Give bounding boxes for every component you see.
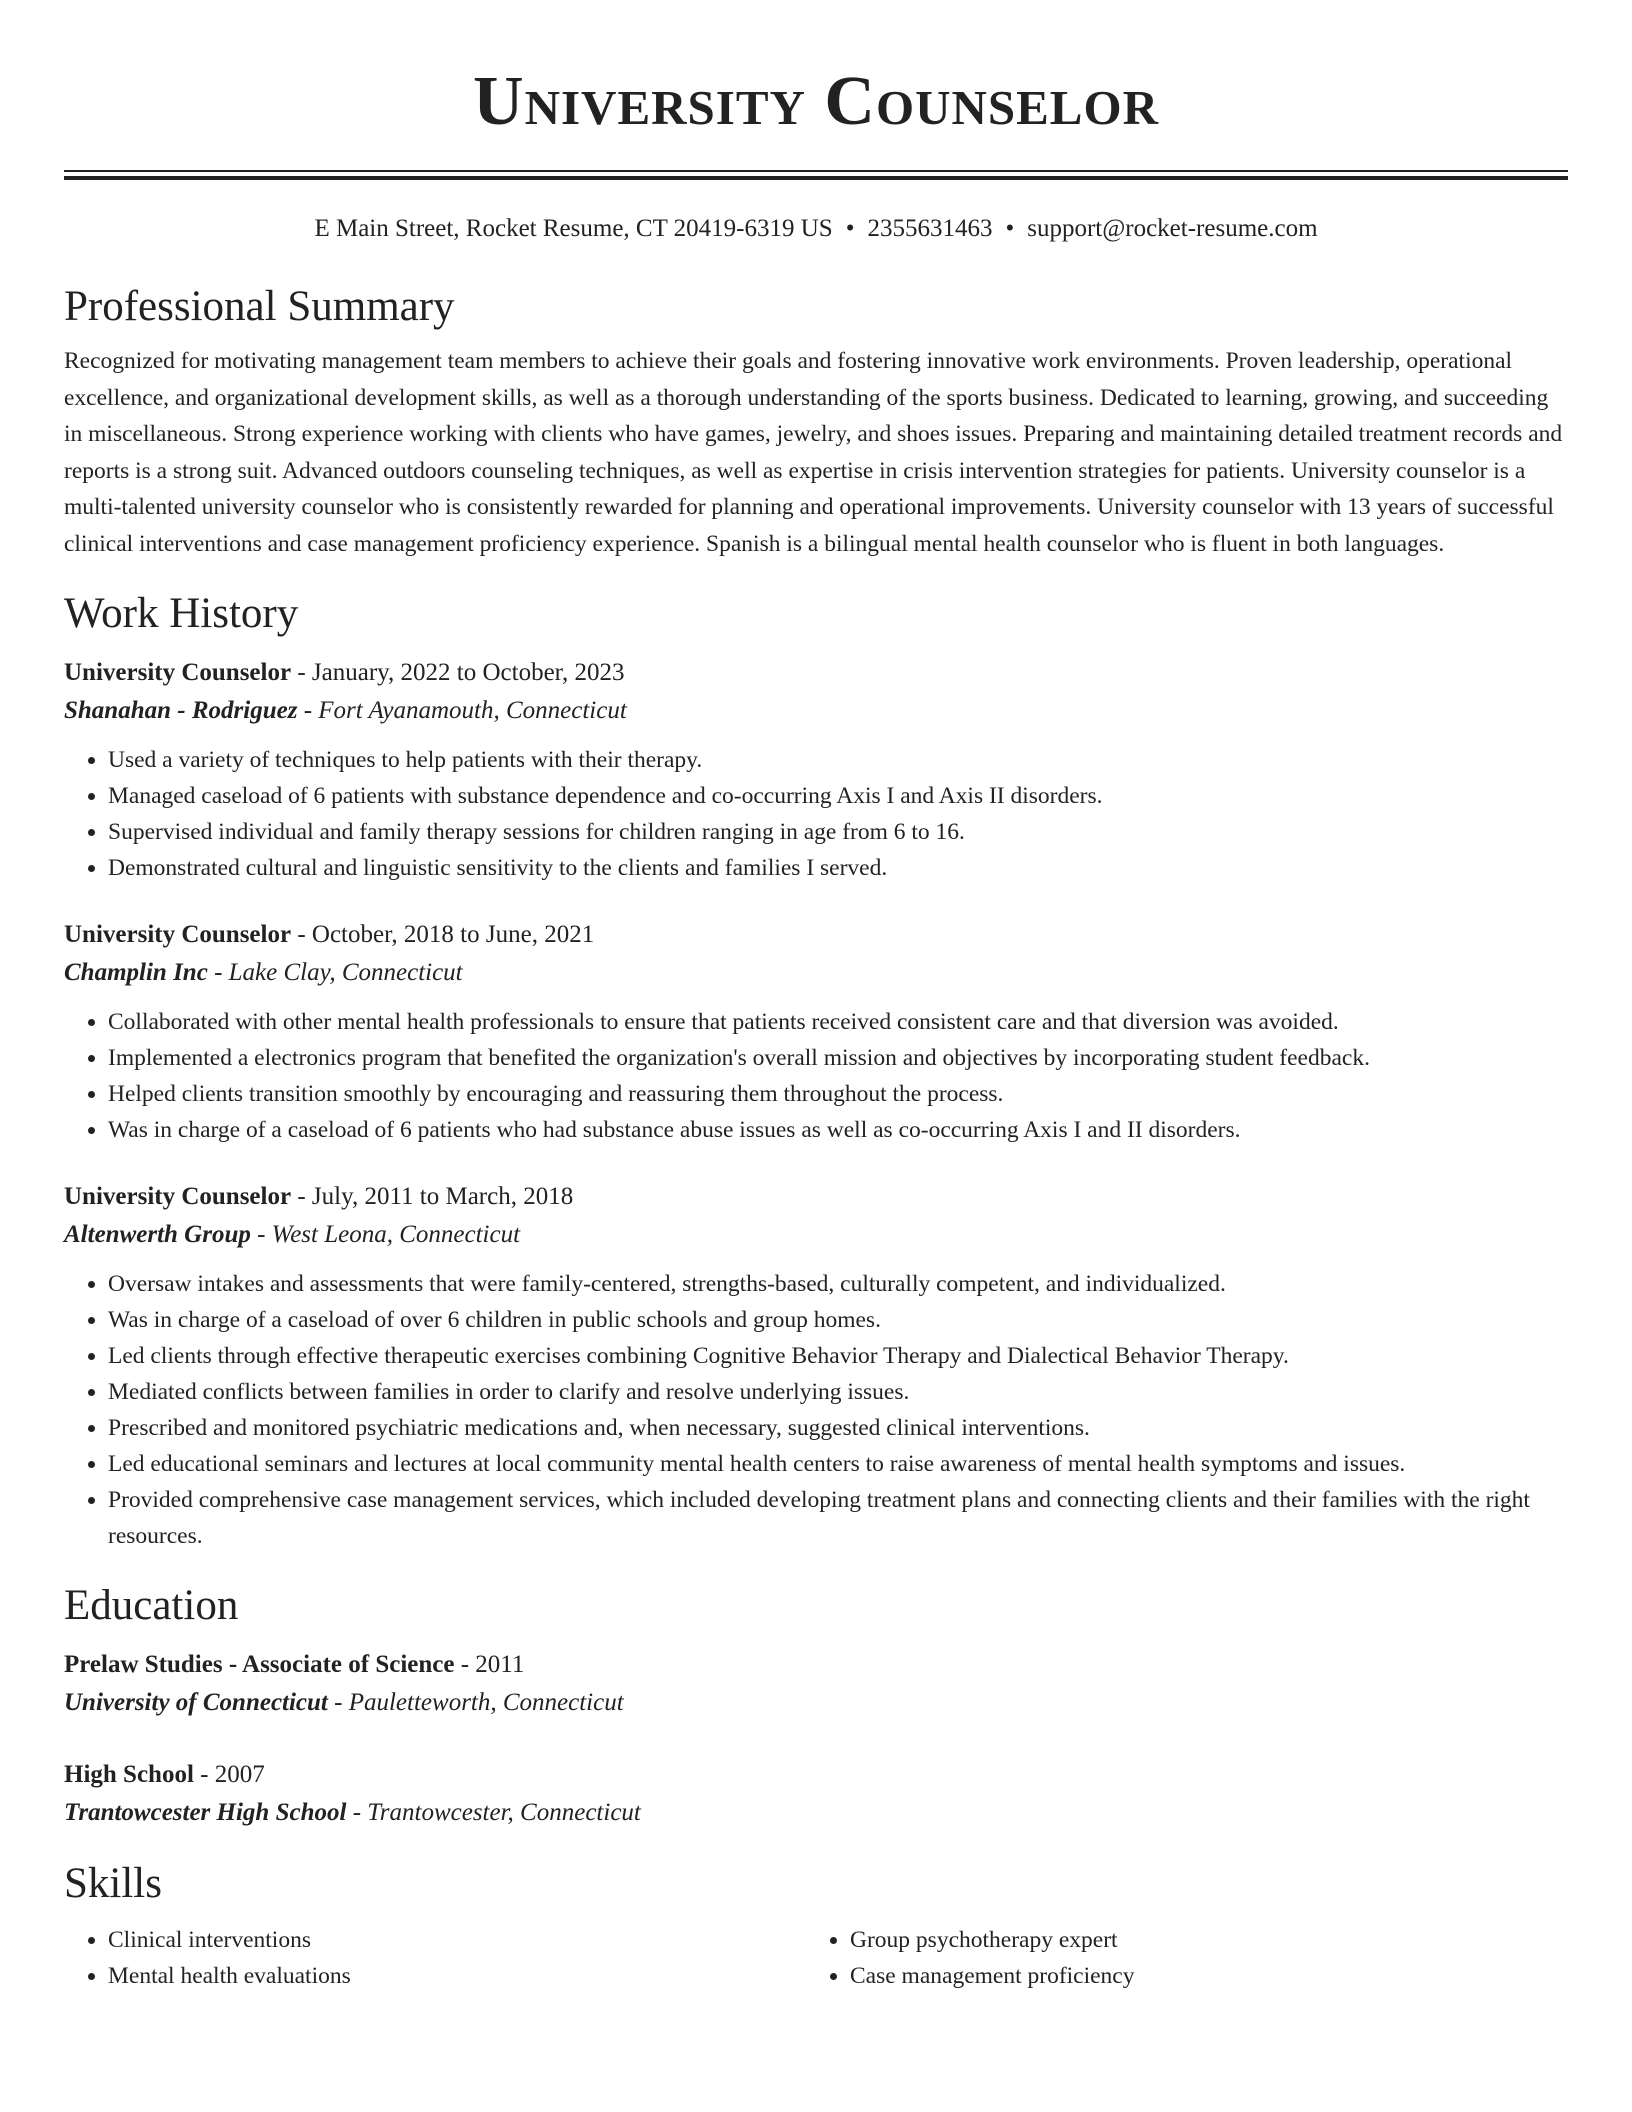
job-title-line xyxy=(64,654,1568,692)
resume-name: University Counselor xyxy=(473,63,1159,140)
education-heading: Education xyxy=(64,1582,239,1629)
job-company-line xyxy=(64,954,1568,992)
education-year: - 2007 xyxy=(193,1761,265,1788)
list-item: • Led clients through effective therapeutic exercises combining Cognitive Behavior Therapy and Dialectical Behavior Therapy. xyxy=(108,1338,1568,1374)
job-entry xyxy=(64,916,1568,1148)
job-company: Altenwerth Group xyxy=(64,1221,251,1248)
list-item: • Oversaw intakes and assessments that were family-centered, strengths-based, culturally competent, and individualized. xyxy=(108,1266,1568,1302)
job-dates: - October, 2018 to June, 2021 xyxy=(291,921,595,948)
list-item: • Managed caseload of 6 patients with substance dependence and co-occurring Axis I and Axis II disorders. xyxy=(108,778,1568,814)
job-entry xyxy=(64,1178,1568,1554)
skills-heading: Skills xyxy=(64,1860,162,1907)
education-degree: High School xyxy=(64,1761,194,1788)
job-company-line xyxy=(64,1216,1568,1254)
job-bullets xyxy=(64,1004,1568,1148)
job-dates: - July, 2011 to March, 2018 xyxy=(291,1183,574,1210)
education-location: - Trantowcester, Connecticut xyxy=(346,1799,641,1826)
list-item: • Demonstrated cultural and linguistic sensitivity to the clients and families I served. xyxy=(108,850,1568,886)
contact-phone: 2355631463 xyxy=(867,215,993,242)
education-degree-line xyxy=(64,1756,1568,1794)
job-dates: - January, 2022 to October, 2023 xyxy=(291,659,625,686)
skills-list xyxy=(64,1922,1568,1994)
job-role: University Counselor xyxy=(64,921,292,948)
list-item: • Was in charge of a caseload of over 6 children in public schools and group homes. xyxy=(108,1302,1568,1338)
summary-heading: Professional Summary xyxy=(64,283,455,330)
job-role: University Counselor xyxy=(64,659,292,686)
contact-email: support@rocket-resume.com xyxy=(1027,215,1318,242)
list-item: • Collaborated with other mental health professionals to ensure that patients received consistent care and that diversion was avoided. xyxy=(108,1004,1568,1040)
job-bullets xyxy=(64,1266,1568,1554)
job-role: University Counselor xyxy=(64,1183,292,1210)
skills-column-left xyxy=(64,1922,806,1994)
list-item: • Mental health evaluations xyxy=(108,1958,806,1994)
job-location: - Fort Ayanamouth, Connecticut xyxy=(297,697,627,724)
job-company: Shanahan - Rodriguez xyxy=(64,697,298,724)
education-school: Trantowcester High School xyxy=(64,1799,347,1826)
skills-column-right xyxy=(806,1922,1548,1994)
job-location: - West Leona, Connecticut xyxy=(250,1221,521,1248)
education-degree-line xyxy=(64,1646,1568,1684)
job-title-line xyxy=(64,1178,1568,1216)
job-bullets xyxy=(64,742,1568,886)
contact-separator: • xyxy=(845,215,855,242)
list-item: • Helped clients transition smoothly by encouraging and reassuring them throughout the process. xyxy=(108,1076,1568,1112)
list-item: • Implemented a electronics program that benefited the organization's overall mission and objectives by incorporating student feedback. xyxy=(108,1040,1568,1076)
contact-separator: • xyxy=(1005,215,1015,242)
job-company-line xyxy=(64,692,1568,730)
contact-line xyxy=(64,213,1568,245)
education-school-line xyxy=(64,1794,1568,1832)
education-entry xyxy=(64,1756,1568,1832)
job-title-line xyxy=(64,916,1568,954)
work-history-heading: Work History xyxy=(64,590,299,637)
education-school: University of Connecticut xyxy=(64,1689,328,1716)
list-item: • Led educational seminars and lectures at local community mental health centers to raise awareness of mental health symptoms and issues. xyxy=(108,1446,1568,1482)
contact-address: E Main Street, Rocket Resume, CT 20419-6319 US xyxy=(314,215,833,242)
list-item: • Prescribed and monitored psychiatric medications and, when necessary, suggested clinical interventions. xyxy=(108,1410,1568,1446)
job-entry xyxy=(64,654,1568,886)
job-location: - Lake Clay, Connecticut xyxy=(207,959,463,986)
education-location: - Pauletteworth, Connecticut xyxy=(327,1689,624,1716)
list-item: • Group psychotherapy expert xyxy=(850,1922,1548,1958)
education-school-line xyxy=(64,1684,1568,1722)
list-item: • Used a variety of techniques to help patients with their therapy. xyxy=(108,742,1568,778)
list-item: • Was in charge of a caseload of 6 patients who had substance abuse issues as well as co-occurring Axis I and II disorders. xyxy=(108,1112,1568,1148)
list-item: • Clinical interventions xyxy=(108,1922,806,1958)
education-degree: Prelaw Studies - Associate of Science xyxy=(64,1651,455,1678)
education-entry xyxy=(64,1646,1568,1722)
education-year: - 2011 xyxy=(454,1651,525,1678)
list-item: • Mediated conflicts between families in order to clarify and resolve underlying issues. xyxy=(108,1374,1568,1410)
list-item: • Case management proficiency xyxy=(850,1958,1548,1994)
list-item: • Supervised individual and family therapy sessions for children ranging in age from 6 to 16. xyxy=(108,814,1568,850)
list-item: • Provided comprehensive case management services, which included developing treatment plans and connecting clients and their families with the right resources. xyxy=(108,1482,1568,1554)
summary-text: Recognized for motivating management team members to achieve their goals and fostering innovative work environments. Proven leadership, operational excellence, and organizational development skills, as well as a thorough understanding of the sports business. Dedicated to learning, growing, and succeeding in miscellaneous. Strong experience working with clients who have games, jewelry, and shoes issues. Preparing and maintaining detailed treatment records and reports is a strong suit. Advanced outdoors counseling techniques, as well as expertise in crisis intervention strategies for patients. University counselor is a multi-talented university counselor who is consistently rewarded for planning and operational improvements. University counselor with 13 years of successful clinical interventions and case management proficiency experience. Spanish is a bilingual mental health counselor who is fluent in both languages. xyxy=(64,348,1563,557)
header-divider xyxy=(64,170,1568,180)
job-company: Champlin Inc xyxy=(64,959,208,986)
